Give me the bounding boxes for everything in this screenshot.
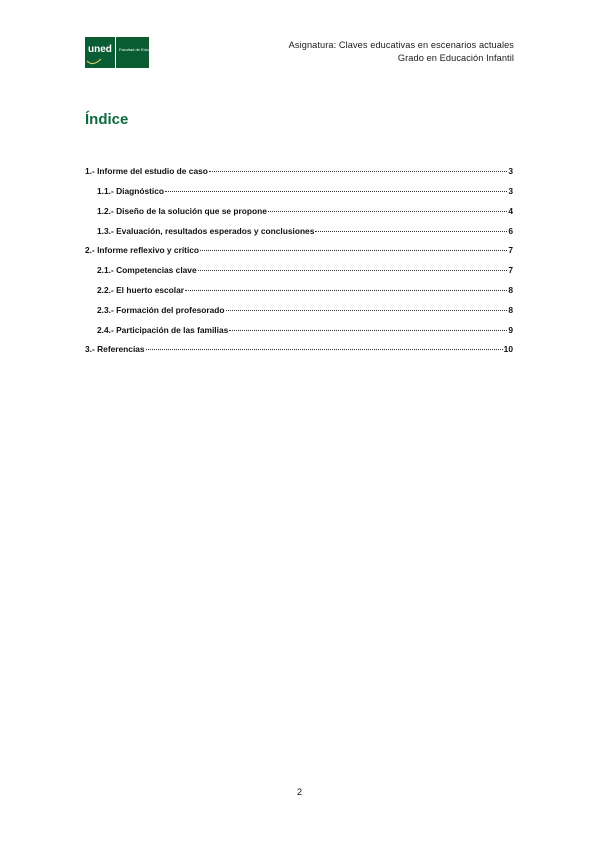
toc-label: Informe del estudio de caso: [97, 166, 208, 176]
toc-number: 1.2.-: [97, 206, 114, 216]
toc-label: Diagnóstico: [116, 186, 165, 196]
toc-entry-2-2[interactable]: [97, 285, 513, 295]
header-degree: Grado en Educación Infantil: [397, 53, 514, 63]
toc-page: 7: [508, 265, 513, 275]
toc-number: 2.2.-: [97, 285, 114, 295]
toc-number: 3.-: [85, 344, 95, 354]
logo-wordmark: uned: [88, 44, 112, 55]
toc-number: 2.3.-: [97, 305, 114, 315]
toc-label: Participación de las familias: [116, 325, 229, 335]
toc-leader: [226, 310, 508, 311]
toc-label: El huerto escolar: [116, 285, 185, 295]
toc-page: 7: [508, 245, 513, 255]
toc-leader: [146, 349, 503, 350]
toc-label: Formación del profesorado: [116, 305, 225, 315]
toc-leader: [268, 211, 507, 212]
toc-leader: [185, 290, 507, 291]
toc-page: 8: [508, 305, 513, 315]
toc-number: 1.-: [85, 166, 95, 176]
toc-label: Competencias clave: [116, 265, 197, 275]
toc-number: 1.3.-: [97, 226, 114, 236]
toc-number: 2.1.-: [97, 265, 114, 275]
toc-entry-3[interactable]: [85, 344, 513, 354]
toc-leader: [315, 231, 507, 232]
toc-page: 9: [508, 325, 513, 335]
toc-entry-2[interactable]: [85, 245, 513, 255]
toc-label: Diseño de la solución que se propone: [116, 206, 267, 216]
toc-number: 1.1.-: [97, 186, 114, 196]
toc-entry-2-3[interactable]: [97, 305, 513, 315]
toc-entry-1-3[interactable]: [97, 226, 513, 236]
toc-page: 8: [508, 285, 513, 295]
toc-entry-1[interactable]: [85, 166, 513, 176]
toc-leader: [200, 250, 507, 251]
toc-page: 3: [508, 166, 513, 176]
toc-label: Referencias: [97, 344, 145, 354]
uned-logo: [85, 37, 160, 68]
toc-entry-1-2[interactable]: [97, 206, 513, 216]
toc-entry-2-1[interactable]: [97, 265, 513, 275]
header-subject: Asignatura: Claves educativas en escenarios actuales: [288, 40, 514, 50]
toc-leader: [165, 191, 507, 192]
toc-number: 2.4.-: [97, 325, 114, 335]
document-header: [289, 39, 514, 65]
toc-page: 6: [508, 226, 513, 236]
toc-number: 2.-: [85, 245, 95, 255]
toc-label: Evaluación, resultados esperados y conclusiones: [116, 226, 315, 236]
toc-entry-2-4[interactable]: [97, 325, 513, 335]
toc-page: 4: [508, 206, 513, 216]
page-title: Índice: [85, 111, 129, 128]
logo-subtext: Facultad de Educación: [119, 47, 160, 52]
toc-page: 10: [503, 344, 513, 354]
toc-entry-1-1[interactable]: [97, 186, 513, 196]
page-number: 2: [296, 787, 302, 797]
toc-label: Informe reflexivo y crítico: [97, 245, 200, 255]
toc-leader: [229, 330, 507, 331]
toc-leader: [198, 270, 508, 271]
toc-page: 3: [508, 186, 513, 196]
toc-leader: [209, 171, 507, 172]
